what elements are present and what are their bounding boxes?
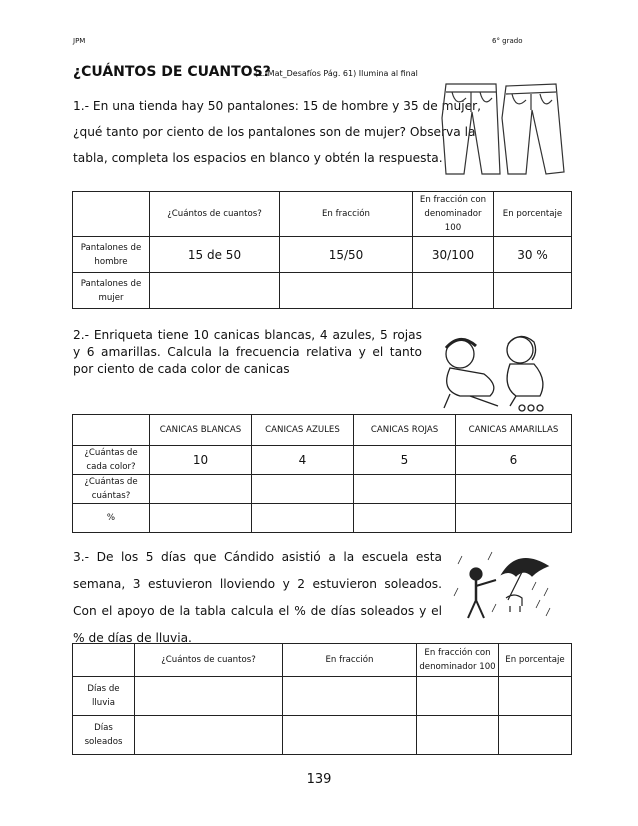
table-cell: 30/100 xyxy=(413,237,494,273)
table-header-cell xyxy=(73,415,150,446)
table-row xyxy=(73,237,572,273)
table-header-cell: CANICAS BLANCAS xyxy=(150,415,252,446)
pants-icon xyxy=(440,78,570,178)
table-cell xyxy=(456,504,572,533)
header-right: 6° grado xyxy=(492,37,523,45)
page-title: ¿CUÁNTOS DE CUANTOS? xyxy=(73,64,271,80)
table-header-cell: En fracción xyxy=(283,644,417,677)
table-row xyxy=(73,415,572,446)
table-cell: 10 xyxy=(150,446,252,475)
table-header-cell: En porcentaje xyxy=(494,192,572,237)
row-label: ¿Cuántas de cuántas? xyxy=(73,475,150,504)
table-header-cell: En fracción xyxy=(280,192,413,237)
table-days xyxy=(72,643,572,755)
table-header-cell: CANICAS ROJAS xyxy=(354,415,456,446)
table-cell xyxy=(283,716,417,755)
row-label: Pantalones de hombre xyxy=(73,237,150,273)
table-header-cell xyxy=(73,644,135,677)
table-cell: 4 xyxy=(252,446,354,475)
table-cell xyxy=(150,504,252,533)
table-cell: 5 xyxy=(354,446,456,475)
row-label: % xyxy=(73,504,150,533)
table-header-cell: En porcentaje xyxy=(499,644,572,677)
umbrella-rain-icon xyxy=(452,548,556,622)
table-pants xyxy=(72,191,572,309)
table-cell xyxy=(135,716,283,755)
header-left: JPM xyxy=(73,37,86,45)
reference-note: (L. Mat_Desafíos Pág. 61) Ilumina al final xyxy=(255,69,418,78)
page-number: 139 xyxy=(306,772,332,787)
table-cell xyxy=(280,273,413,309)
table-header-cell: ¿Cuántos de cuantos? xyxy=(150,192,280,237)
table-row xyxy=(73,475,572,504)
table-marbles xyxy=(72,414,572,533)
table-cell xyxy=(494,273,572,309)
table-cell: 6 xyxy=(456,446,572,475)
table-row xyxy=(73,716,572,755)
table-row xyxy=(73,273,572,309)
children-marbles-icon xyxy=(430,330,558,414)
table-header-cell: En fracción con denominador 100 xyxy=(413,192,494,237)
table-cell xyxy=(413,273,494,309)
table-row xyxy=(73,644,572,677)
problem1-text: 1.- En una tienda hay 50 pantalones: 15 de hombre y 35 de mujer, ¿qué tanto por ciento de los pantalones son de mujer? Observa la tabla, completa los espacios en blanco y obtén la respuesta. xyxy=(73,99,482,165)
table-cell xyxy=(354,504,456,533)
table-cell xyxy=(417,677,499,716)
table-cell: 15 de 50 xyxy=(150,237,280,273)
table-cell xyxy=(252,504,354,533)
table-cell xyxy=(456,475,572,504)
table-cell xyxy=(499,677,572,716)
table-cell xyxy=(283,677,417,716)
table-row xyxy=(73,192,572,237)
problem2-text: 2.- Enriqueta tiene 10 canicas blancas, 4 azules, 5 rojas y 6 amarillas. Calcula la frecuencia relativa y el tanto por ciento de cada color de canicas xyxy=(73,328,422,376)
row-label: Días de lluvia xyxy=(73,677,135,716)
table-cell xyxy=(354,475,456,504)
row-label: Días soleados xyxy=(73,716,135,755)
problem3-text: 3.- De los 5 días que Cándido asistió a la escuela esta semana, 3 estuvieron lloviendo y 2 estuvieron soleados. Con el apoyo de la tabla calcula el % de días soleados y el % de días de lluvia. xyxy=(73,550,442,645)
table-header-cell xyxy=(73,192,150,237)
table-cell xyxy=(417,716,499,755)
table-row xyxy=(73,446,572,475)
table-row xyxy=(73,504,572,533)
table-header-cell: CANICAS AMARILLAS xyxy=(456,415,572,446)
table-header-cell: ¿Cuántos de cuantos? xyxy=(135,644,283,677)
table-header-cell: CANICAS AZULES xyxy=(252,415,354,446)
table-cell: 15/50 xyxy=(280,237,413,273)
table-cell xyxy=(252,475,354,504)
table-cell xyxy=(135,677,283,716)
row-label: ¿Cuántas de cada color? xyxy=(73,446,150,475)
table-cell xyxy=(499,716,572,755)
table-cell xyxy=(150,475,252,504)
row-label: Pantalones de mujer xyxy=(73,273,150,309)
table-cell: 30 % xyxy=(494,237,572,273)
table-header-cell: En fracción con denominador 100 xyxy=(417,644,499,677)
table-cell xyxy=(150,273,280,309)
table-row xyxy=(73,677,572,716)
